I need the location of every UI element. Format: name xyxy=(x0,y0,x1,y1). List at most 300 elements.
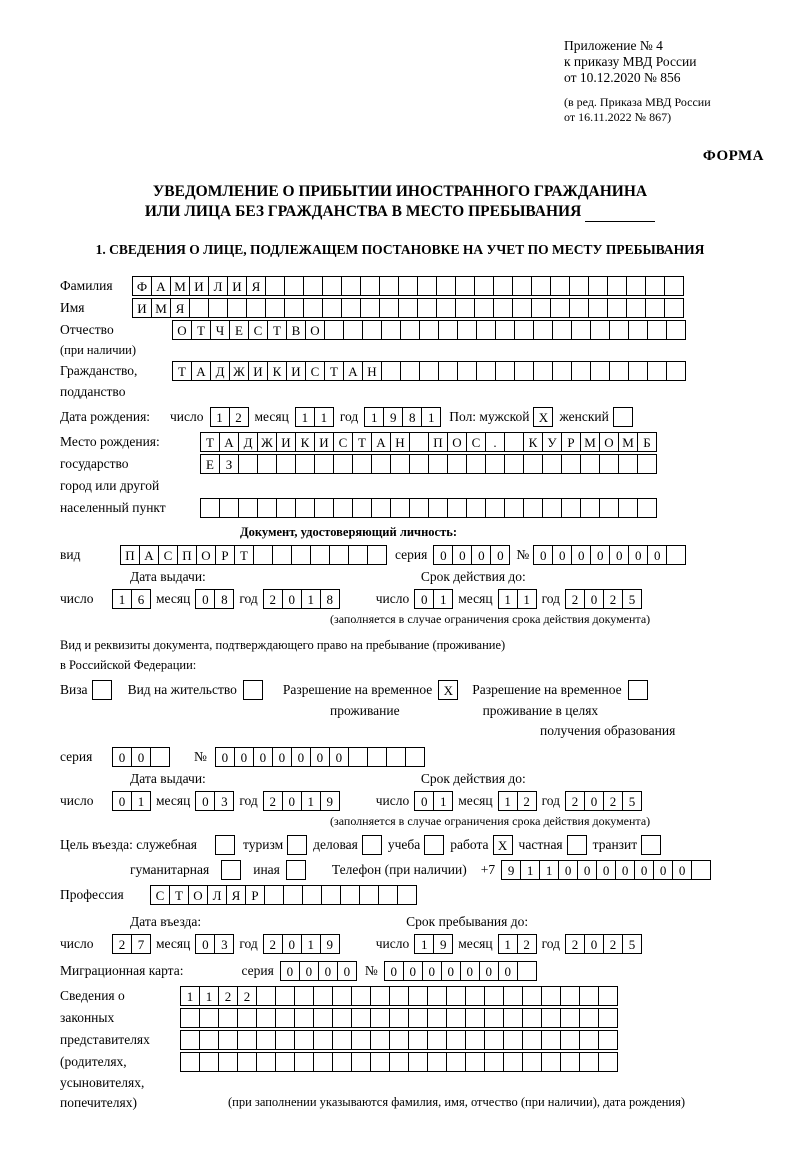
doc-valid-year-cell-1[interactable]: 2 xyxy=(565,589,585,609)
birthplace-r3-cell-7[interactable] xyxy=(314,498,334,518)
citizenship-cell-9[interactable]: Т xyxy=(324,361,344,381)
legal-rep-r3-cell-6[interactable] xyxy=(275,1030,295,1050)
entry-day-cell-1[interactable]: 2 xyxy=(112,934,132,954)
doc-type-input[interactable] xyxy=(120,545,387,565)
legal-rep-r4-cell-6[interactable] xyxy=(275,1052,295,1072)
legal-rep-r4-cell-16[interactable] xyxy=(465,1052,485,1072)
patronymic-cell-20[interactable] xyxy=(533,320,553,340)
doc-issue-year-cell-2[interactable]: 0 xyxy=(282,589,302,609)
doc-valid-day-input[interactable] xyxy=(414,589,453,609)
birthplace-r1-cell-11[interactable]: Н xyxy=(390,432,410,452)
permit-valid-day-cell-2[interactable]: 1 xyxy=(433,791,453,811)
birthplace-r2-cell-2[interactable]: З xyxy=(219,454,239,474)
birthplace-r3-cell-21[interactable] xyxy=(580,498,600,518)
surname-cell-23[interactable] xyxy=(550,276,570,296)
birthplace-input-row3[interactable] xyxy=(200,498,657,518)
profession-cell-4[interactable]: Л xyxy=(207,885,227,905)
patronymic-cell-12[interactable] xyxy=(381,320,401,340)
birthplace-r1-cell-3[interactable]: Д xyxy=(238,432,258,452)
birth-month-input[interactable] xyxy=(295,407,334,427)
birthplace-input-row2[interactable] xyxy=(200,454,657,474)
birth-year-cell-2[interactable]: 9 xyxy=(383,407,403,427)
birthplace-r3-cell-22[interactable] xyxy=(599,498,619,518)
birth-month-cell-1[interactable]: 1 xyxy=(295,407,315,427)
purpose-business-checkbox[interactable] xyxy=(362,835,382,855)
entry-day-cell-2[interactable]: 7 xyxy=(131,934,151,954)
permit-number-input[interactable] xyxy=(215,747,425,767)
permit-number-cell-8[interactable] xyxy=(348,747,368,767)
legal-rep-r2-cell-12[interactable] xyxy=(389,1008,409,1028)
birthplace-r2-cell-24[interactable] xyxy=(637,454,657,474)
phone-cell-11[interactable] xyxy=(691,860,711,880)
birthplace-r2-cell-3[interactable] xyxy=(238,454,258,474)
legal-rep-r4-cell-12[interactable] xyxy=(389,1052,409,1072)
permit-number-cell-5[interactable]: 0 xyxy=(291,747,311,767)
migration-number-cell-7[interactable]: 0 xyxy=(498,961,518,981)
legal-rep-r3-cell-4[interactable] xyxy=(237,1030,257,1050)
birthplace-r2-cell-4[interactable] xyxy=(257,454,277,474)
citizenship-cell-20[interactable] xyxy=(533,361,553,381)
migration-series-input[interactable] xyxy=(280,961,357,981)
surname-cell-3[interactable]: М xyxy=(170,276,190,296)
birthplace-r1-cell-23[interactable]: М xyxy=(618,432,638,452)
permit-valid-year-cell-1[interactable]: 2 xyxy=(565,791,585,811)
entry-year-cell-4[interactable]: 9 xyxy=(320,934,340,954)
temp-residence-checkbox[interactable]: X xyxy=(438,680,458,700)
birthplace-r2-cell-12[interactable] xyxy=(409,454,429,474)
doc-series-input[interactable] xyxy=(433,545,510,565)
stay-year-cell-3[interactable]: 2 xyxy=(603,934,623,954)
doc-valid-year-input[interactable] xyxy=(565,589,642,609)
birthplace-r3-cell-17[interactable] xyxy=(504,498,524,518)
surname-cell-5[interactable]: Л xyxy=(208,276,228,296)
doc-series-cell-3[interactable]: 0 xyxy=(471,545,491,565)
birthplace-r2-cell-22[interactable] xyxy=(599,454,619,474)
patronymic-cell-18[interactable] xyxy=(495,320,515,340)
birthplace-r3-cell-23[interactable] xyxy=(618,498,638,518)
doc-issue-day-cell-2[interactable]: 6 xyxy=(131,589,151,609)
citizenship-cell-14[interactable] xyxy=(419,361,439,381)
doc-number-cell-6[interactable]: 0 xyxy=(628,545,648,565)
doc-number-input[interactable] xyxy=(533,545,686,565)
name-cell-17[interactable] xyxy=(436,298,456,318)
legal-rep-r1-cell-7[interactable] xyxy=(294,986,314,1006)
legal-rep-r3-cell-1[interactable] xyxy=(180,1030,200,1050)
patronymic-cell-3[interactable]: Ч xyxy=(210,320,230,340)
legal-rep-r2-cell-9[interactable] xyxy=(332,1008,352,1028)
name-cell-11[interactable] xyxy=(322,298,342,318)
birthplace-r1-cell-9[interactable]: Т xyxy=(352,432,372,452)
profession-cell-14[interactable] xyxy=(397,885,417,905)
citizenship-cell-26[interactable] xyxy=(647,361,667,381)
edu-residence-checkbox[interactable] xyxy=(628,680,648,700)
permit-valid-year-cell-3[interactable]: 2 xyxy=(603,791,623,811)
phone-cell-3[interactable]: 1 xyxy=(539,860,559,880)
profession-cell-13[interactable] xyxy=(378,885,398,905)
patronymic-cell-23[interactable] xyxy=(590,320,610,340)
purpose-other-checkbox[interactable] xyxy=(286,860,306,880)
citizenship-cell-15[interactable] xyxy=(438,361,458,381)
birthplace-r3-cell-11[interactable] xyxy=(390,498,410,518)
birthplace-r1-cell-16[interactable]: . xyxy=(485,432,505,452)
permit-valid-month-cell-2[interactable]: 2 xyxy=(517,791,537,811)
citizenship-cell-4[interactable]: Ж xyxy=(229,361,249,381)
migration-series-cell-2[interactable]: 0 xyxy=(299,961,319,981)
permit-number-cell-1[interactable]: 0 xyxy=(215,747,235,767)
permit-valid-day-input[interactable] xyxy=(414,791,453,811)
profession-cell-7[interactable] xyxy=(264,885,284,905)
birthplace-r2-cell-18[interactable] xyxy=(523,454,543,474)
purpose-tourism-checkbox[interactable] xyxy=(287,835,307,855)
birth-day-cell-1[interactable]: 1 xyxy=(210,407,230,427)
doc-issue-year-cell-1[interactable]: 2 xyxy=(263,589,283,609)
sex-male-checkbox[interactable]: X xyxy=(533,407,553,427)
name-cell-10[interactable] xyxy=(303,298,323,318)
patronymic-cell-9[interactable] xyxy=(324,320,344,340)
doc-number-cell-5[interactable]: 0 xyxy=(609,545,629,565)
surname-cell-6[interactable]: И xyxy=(227,276,247,296)
legal-rep-r2-cell-14[interactable] xyxy=(427,1008,447,1028)
legal-rep-r2-cell-15[interactable] xyxy=(446,1008,466,1028)
name-cell-22[interactable] xyxy=(531,298,551,318)
phone-cell-6[interactable]: 0 xyxy=(596,860,616,880)
surname-cell-27[interactable] xyxy=(626,276,646,296)
legal-rep-r3-cell-14[interactable] xyxy=(427,1030,447,1050)
legal-rep-r1-cell-12[interactable] xyxy=(389,986,409,1006)
profession-cell-8[interactable] xyxy=(283,885,303,905)
patronymic-cell-1[interactable]: О xyxy=(172,320,192,340)
citizenship-cell-6[interactable]: К xyxy=(267,361,287,381)
citizenship-cell-10[interactable]: А xyxy=(343,361,363,381)
birthplace-r2-cell-1[interactable]: Е xyxy=(200,454,220,474)
birthplace-r2-cell-5[interactable] xyxy=(276,454,296,474)
citizenship-cell-18[interactable] xyxy=(495,361,515,381)
entry-year-cell-1[interactable]: 2 xyxy=(263,934,283,954)
birthplace-r3-cell-20[interactable] xyxy=(561,498,581,518)
permit-number-cell-10[interactable] xyxy=(386,747,406,767)
stay-year-cell-4[interactable]: 5 xyxy=(622,934,642,954)
permit-issue-day-input[interactable] xyxy=(112,791,151,811)
phone-cell-7[interactable]: 0 xyxy=(615,860,635,880)
surname-cell-8[interactable] xyxy=(265,276,285,296)
birthplace-r3-cell-13[interactable] xyxy=(428,498,448,518)
legal-rep-r4-cell-19[interactable] xyxy=(522,1052,542,1072)
legal-rep-r1-cell-4[interactable]: 2 xyxy=(237,986,257,1006)
surname-cell-13[interactable] xyxy=(360,276,380,296)
doc-issue-year-input[interactable] xyxy=(263,589,340,609)
birthplace-r1-cell-18[interactable]: К xyxy=(523,432,543,452)
doc-type-cell-3[interactable]: С xyxy=(158,545,178,565)
legal-rep-r1-cell-5[interactable] xyxy=(256,986,276,1006)
birthplace-r1-cell-19[interactable]: У xyxy=(542,432,562,452)
doc-valid-year-cell-2[interactable]: 0 xyxy=(584,589,604,609)
legal-rep-r3-cell-8[interactable] xyxy=(313,1030,333,1050)
birthplace-r2-cell-14[interactable] xyxy=(447,454,467,474)
birthplace-r1-cell-1[interactable]: Т xyxy=(200,432,220,452)
legal-rep-r3-cell-12[interactable] xyxy=(389,1030,409,1050)
doc-type-cell-5[interactable]: О xyxy=(196,545,216,565)
doc-series-cell-1[interactable]: 0 xyxy=(433,545,453,565)
surname-cell-21[interactable] xyxy=(512,276,532,296)
phone-cell-2[interactable]: 1 xyxy=(520,860,540,880)
legal-rep-r1-cell-6[interactable] xyxy=(275,986,295,1006)
birthplace-r3-cell-8[interactable] xyxy=(333,498,353,518)
permit-issue-year-cell-2[interactable]: 0 xyxy=(282,791,302,811)
legal-rep-r1-cell-11[interactable] xyxy=(370,986,390,1006)
doc-valid-day-cell-2[interactable]: 1 xyxy=(433,589,453,609)
surname-cell-16[interactable] xyxy=(417,276,437,296)
birthplace-r1-cell-21[interactable]: М xyxy=(580,432,600,452)
legal-rep-r2-cell-3[interactable] xyxy=(218,1008,238,1028)
legal-rep-r1-cell-20[interactable] xyxy=(541,986,561,1006)
patronymic-cell-27[interactable] xyxy=(666,320,686,340)
permit-series-cell-3[interactable] xyxy=(150,747,170,767)
name-cell-19[interactable] xyxy=(474,298,494,318)
citizenship-cell-8[interactable]: С xyxy=(305,361,325,381)
birthplace-r3-cell-6[interactable] xyxy=(295,498,315,518)
legal-rep-r1-cell-21[interactable] xyxy=(560,986,580,1006)
purpose-transit-checkbox[interactable] xyxy=(641,835,661,855)
surname-cell-22[interactable] xyxy=(531,276,551,296)
permit-number-cell-9[interactable] xyxy=(367,747,387,767)
doc-number-cell-1[interactable]: 0 xyxy=(533,545,553,565)
surname-cell-17[interactable] xyxy=(436,276,456,296)
phone-cell-8[interactable]: 0 xyxy=(634,860,654,880)
doc-number-cell-7[interactable]: 0 xyxy=(647,545,667,565)
legal-rep-r3-cell-5[interactable] xyxy=(256,1030,276,1050)
surname-cell-25[interactable] xyxy=(588,276,608,296)
birthplace-r1-cell-13[interactable]: П xyxy=(428,432,448,452)
doc-valid-month-cell-2[interactable]: 1 xyxy=(517,589,537,609)
legal-rep-r1-cell-13[interactable] xyxy=(408,986,428,1006)
entry-month-cell-1[interactable]: 0 xyxy=(195,934,215,954)
name-cell-2[interactable]: М xyxy=(151,298,171,318)
legal-rep-r3-cell-22[interactable] xyxy=(579,1030,599,1050)
legal-rep-r2-cell-10[interactable] xyxy=(351,1008,371,1028)
visa-checkbox[interactable] xyxy=(92,680,112,700)
birthplace-r1-cell-12[interactable] xyxy=(409,432,429,452)
name-cell-6[interactable] xyxy=(227,298,247,318)
surname-cell-28[interactable] xyxy=(645,276,665,296)
profession-cell-11[interactable] xyxy=(340,885,360,905)
legal-rep-r1-cell-14[interactable] xyxy=(427,986,447,1006)
purpose-private-checkbox[interactable] xyxy=(567,835,587,855)
stay-day-input[interactable] xyxy=(414,934,453,954)
birthplace-r1-cell-10[interactable]: А xyxy=(371,432,391,452)
citizenship-cell-25[interactable] xyxy=(628,361,648,381)
legal-rep-r1-cell-17[interactable] xyxy=(484,986,504,1006)
legal-rep-r1-cell-22[interactable] xyxy=(579,986,599,1006)
doc-type-cell-2[interactable]: А xyxy=(139,545,159,565)
migration-number-cell-2[interactable]: 0 xyxy=(403,961,423,981)
permit-valid-year-input[interactable] xyxy=(565,791,642,811)
legal-rep-r1-cell-19[interactable] xyxy=(522,986,542,1006)
residence-checkbox[interactable] xyxy=(243,680,263,700)
birthplace-r1-cell-20[interactable]: Р xyxy=(561,432,581,452)
doc-type-cell-10[interactable] xyxy=(291,545,311,565)
doc-issue-year-cell-3[interactable]: 1 xyxy=(301,589,321,609)
legal-rep-r4-cell-15[interactable] xyxy=(446,1052,466,1072)
name-cell-3[interactable]: Я xyxy=(170,298,190,318)
stay-year-input[interactable] xyxy=(565,934,642,954)
birthplace-r1-cell-24[interactable]: Б xyxy=(637,432,657,452)
surname-cell-4[interactable]: И xyxy=(189,276,209,296)
birthplace-r1-cell-4[interactable]: Ж xyxy=(257,432,277,452)
surname-input[interactable] xyxy=(132,276,684,296)
doc-series-cell-4[interactable]: 0 xyxy=(490,545,510,565)
profession-cell-6[interactable]: Р xyxy=(245,885,265,905)
stay-month-input[interactable] xyxy=(498,934,537,954)
citizenship-cell-13[interactable] xyxy=(400,361,420,381)
legal-rep-r4-cell-4[interactable] xyxy=(237,1052,257,1072)
doc-issue-day-input[interactable] xyxy=(112,589,151,609)
legal-rep-r4-cell-23[interactable] xyxy=(598,1052,618,1072)
purpose-study-checkbox[interactable] xyxy=(424,835,444,855)
profession-cell-9[interactable] xyxy=(302,885,322,905)
permit-issue-year-cell-3[interactable]: 1 xyxy=(301,791,321,811)
doc-type-cell-13[interactable] xyxy=(348,545,368,565)
profession-input[interactable] xyxy=(150,885,417,905)
permit-valid-month-cell-1[interactable]: 1 xyxy=(498,791,518,811)
purpose-humanitarian-checkbox[interactable] xyxy=(221,860,241,880)
legal-rep-r4-cell-8[interactable] xyxy=(313,1052,333,1072)
legal-rep-r1-cell-16[interactable] xyxy=(465,986,485,1006)
profession-cell-5[interactable]: Я xyxy=(226,885,246,905)
name-cell-5[interactable] xyxy=(208,298,228,318)
citizenship-cell-24[interactable] xyxy=(609,361,629,381)
doc-issue-month-input[interactable] xyxy=(195,589,234,609)
citizenship-cell-5[interactable]: И xyxy=(248,361,268,381)
legal-rep-r3-cell-3[interactable] xyxy=(218,1030,238,1050)
birthplace-r3-cell-5[interactable] xyxy=(276,498,296,518)
citizenship-cell-17[interactable] xyxy=(476,361,496,381)
entry-year-cell-2[interactable]: 0 xyxy=(282,934,302,954)
birthplace-r1-cell-5[interactable]: И xyxy=(276,432,296,452)
doc-number-cell-2[interactable]: 0 xyxy=(552,545,572,565)
legal-rep-r1-cell-3[interactable]: 2 xyxy=(218,986,238,1006)
legal-rep-r1-cell-10[interactable] xyxy=(351,986,371,1006)
permit-issue-month-input[interactable] xyxy=(195,791,234,811)
legal-rep-r2-cell-17[interactable] xyxy=(484,1008,504,1028)
patronymic-input[interactable] xyxy=(172,320,686,340)
entry-month-input[interactable] xyxy=(195,934,234,954)
stay-day-cell-2[interactable]: 9 xyxy=(433,934,453,954)
birth-month-cell-2[interactable]: 1 xyxy=(314,407,334,427)
citizenship-input[interactable] xyxy=(172,361,686,381)
doc-type-cell-8[interactable] xyxy=(253,545,273,565)
citizenship-cell-27[interactable] xyxy=(666,361,686,381)
patronymic-cell-14[interactable] xyxy=(419,320,439,340)
legal-rep-r1-cell-15[interactable] xyxy=(446,986,466,1006)
permit-valid-day-cell-1[interactable]: 0 xyxy=(414,791,434,811)
legal-rep-r2-cell-4[interactable] xyxy=(237,1008,257,1028)
name-cell-14[interactable] xyxy=(379,298,399,318)
birthplace-r1-cell-14[interactable]: О xyxy=(447,432,467,452)
phone-cell-4[interactable]: 0 xyxy=(558,860,578,880)
birthplace-r2-cell-6[interactable] xyxy=(295,454,315,474)
name-cell-12[interactable] xyxy=(341,298,361,318)
legal-rep-r2-cell-2[interactable] xyxy=(199,1008,219,1028)
legal-rep-r3-cell-23[interactable] xyxy=(598,1030,618,1050)
birthplace-r3-cell-4[interactable] xyxy=(257,498,277,518)
surname-cell-29[interactable] xyxy=(664,276,684,296)
permit-number-cell-4[interactable]: 0 xyxy=(272,747,292,767)
birthplace-r3-cell-19[interactable] xyxy=(542,498,562,518)
legal-rep-r4-cell-13[interactable] xyxy=(408,1052,428,1072)
surname-cell-9[interactable] xyxy=(284,276,304,296)
legal-rep-input-row1[interactable] xyxy=(180,986,618,1006)
doc-type-cell-14[interactable] xyxy=(367,545,387,565)
birthplace-r3-cell-15[interactable] xyxy=(466,498,486,518)
permit-issue-month-cell-2[interactable]: 3 xyxy=(214,791,234,811)
patronymic-cell-16[interactable] xyxy=(457,320,477,340)
legal-rep-r3-cell-2[interactable] xyxy=(199,1030,219,1050)
citizenship-cell-11[interactable]: Н xyxy=(362,361,382,381)
stay-month-cell-1[interactable]: 1 xyxy=(498,934,518,954)
birthplace-r1-cell-22[interactable]: О xyxy=(599,432,619,452)
legal-rep-r2-cell-7[interactable] xyxy=(294,1008,314,1028)
doc-issue-month-cell-1[interactable]: 0 xyxy=(195,589,215,609)
migration-number-cell-4[interactable]: 0 xyxy=(441,961,461,981)
legal-rep-r1-cell-18[interactable] xyxy=(503,986,523,1006)
patronymic-cell-13[interactable] xyxy=(400,320,420,340)
birthplace-r2-cell-13[interactable] xyxy=(428,454,448,474)
surname-cell-18[interactable] xyxy=(455,276,475,296)
legal-rep-r2-cell-5[interactable] xyxy=(256,1008,276,1028)
birthplace-r3-cell-12[interactable] xyxy=(409,498,429,518)
permit-number-cell-6[interactable]: 0 xyxy=(310,747,330,767)
doc-number-cell-3[interactable]: 0 xyxy=(571,545,591,565)
legal-rep-r4-cell-20[interactable] xyxy=(541,1052,561,1072)
name-cell-8[interactable] xyxy=(265,298,285,318)
citizenship-cell-2[interactable]: А xyxy=(191,361,211,381)
patronymic-cell-19[interactable] xyxy=(514,320,534,340)
permit-series-cell-1[interactable]: 0 xyxy=(112,747,132,767)
name-cell-9[interactable] xyxy=(284,298,304,318)
doc-type-cell-9[interactable] xyxy=(272,545,292,565)
legal-rep-r4-cell-17[interactable] xyxy=(484,1052,504,1072)
birth-year-input[interactable] xyxy=(364,407,441,427)
surname-cell-15[interactable] xyxy=(398,276,418,296)
citizenship-cell-19[interactable] xyxy=(514,361,534,381)
migration-number-cell-5[interactable]: 0 xyxy=(460,961,480,981)
citizenship-cell-7[interactable]: И xyxy=(286,361,306,381)
legal-rep-r2-cell-21[interactable] xyxy=(560,1008,580,1028)
patronymic-cell-25[interactable] xyxy=(628,320,648,340)
migration-number-input[interactable] xyxy=(384,961,537,981)
name-cell-21[interactable] xyxy=(512,298,532,318)
surname-cell-26[interactable] xyxy=(607,276,627,296)
birthplace-r2-cell-7[interactable] xyxy=(314,454,334,474)
purpose-service-checkbox[interactable] xyxy=(215,835,235,855)
birthplace-r2-cell-19[interactable] xyxy=(542,454,562,474)
permit-issue-day-cell-2[interactable]: 1 xyxy=(131,791,151,811)
legal-rep-r1-cell-2[interactable]: 1 xyxy=(199,986,219,1006)
permit-issue-year-cell-1[interactable]: 2 xyxy=(263,791,283,811)
birthplace-r1-cell-6[interactable]: К xyxy=(295,432,315,452)
birthplace-r2-cell-16[interactable] xyxy=(485,454,505,474)
patronymic-cell-10[interactable] xyxy=(343,320,363,340)
birthplace-r1-cell-7[interactable]: И xyxy=(314,432,334,452)
entry-year-cell-3[interactable]: 1 xyxy=(301,934,321,954)
phone-cell-9[interactable]: 0 xyxy=(653,860,673,880)
stay-year-cell-2[interactable]: 0 xyxy=(584,934,604,954)
legal-rep-r1-cell-23[interactable] xyxy=(598,986,618,1006)
patronymic-cell-22[interactable] xyxy=(571,320,591,340)
birthplace-r2-cell-20[interactable] xyxy=(561,454,581,474)
name-cell-7[interactable] xyxy=(246,298,266,318)
legal-rep-input-row4[interactable] xyxy=(180,1052,618,1072)
